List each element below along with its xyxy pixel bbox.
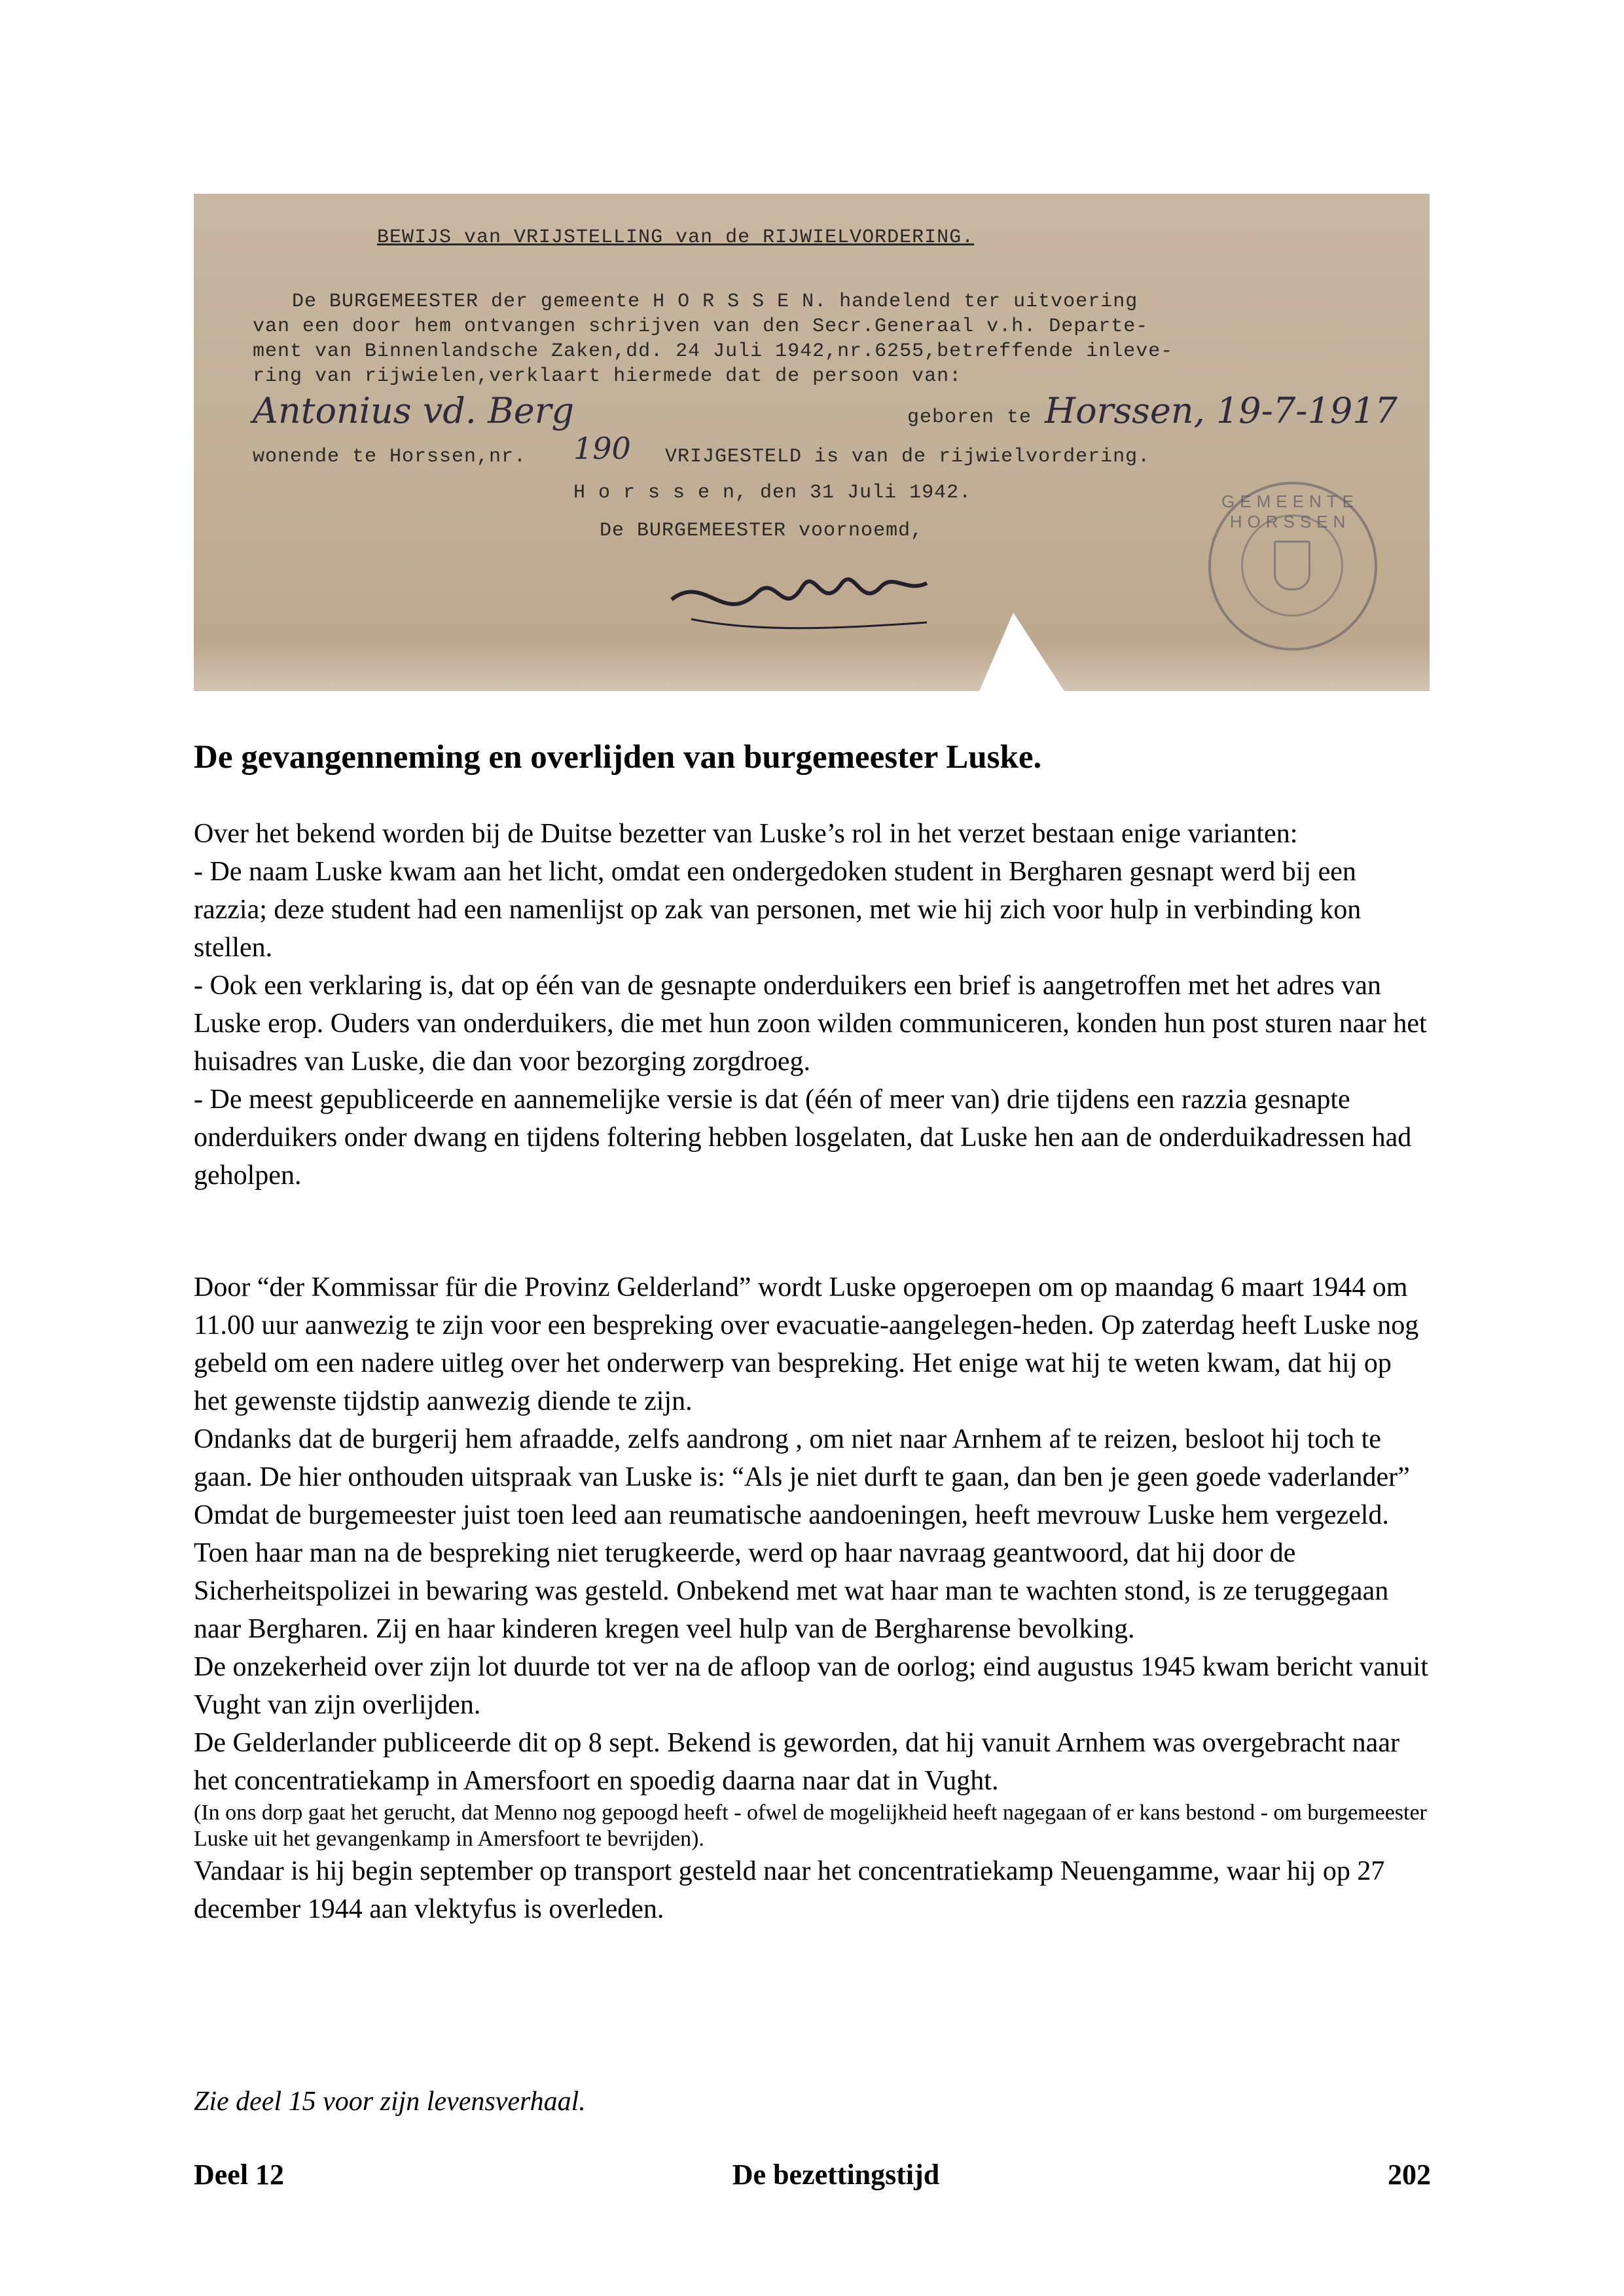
- paragraph: Ondanks dat de burgerij hem afraadde, zelfs aandrong , om niet naar Arnhem af te reizen, besloot hij toch te gaan. De hier onthouden uitspraak van Luske is: “Als je niet durft te gaan, dan ben je geen goede vaderlander”: [194, 1424, 1410, 1492]
- reference-note: Zie deel 15 voor zijn levensverhaal.: [194, 2087, 586, 2117]
- stamp-text: GEMEENTE HORSSEN: [1221, 492, 1359, 531]
- paragraph: De onzekerheid over zijn lot duurde tot ver na de afloop van de oorlog; eind augustus 1945 kwam bericht vanuit Vught van zijn overlijden.: [194, 1652, 1428, 1720]
- paragraph: De Gelderlander publiceerde dit op 8 sept. Bekend is geworden, dat hij vanuit Arnhem was overgebracht naar het concentratiekamp in Amersfoort en spoedig daarna naar dat in Vught.: [194, 1728, 1399, 1796]
- handwritten-house-number: 190: [573, 431, 631, 466]
- historical-document-photo: [194, 194, 1430, 691]
- signature: [665, 547, 940, 645]
- page-number: 202: [1388, 2159, 1431, 2191]
- paragraph: - De naam Luske kwam aan het licht, omdat een ondergedoken student in Bergharen gesnapt werd bij een razzia; deze student had een namenlijst op zak van personen, met wie hij zich voor hulp in verbinding kon stellen.: [194, 857, 1362, 963]
- doc-line: VRIJGESTELD is van de rijwielvordering.: [665, 446, 1151, 468]
- handwritten-birth: Horssen, 19-7-1917: [1045, 390, 1398, 431]
- doc-line: wonende te Horssen,nr.: [253, 446, 527, 468]
- doc-title: BEWIJS van VRIJSTELLING van de RIJWIELVORDERING.: [377, 226, 975, 249]
- paragraph-variants: [194, 815, 1431, 1194]
- paragraph: Over het bekend worden bij de Duitse bezetter van Luske’s rol in het verzet bestaan enige varianten:: [194, 819, 1298, 849]
- page-footer: [194, 2158, 1431, 2191]
- paragraph: - Ook een verklaring is, dat op één van de gesnapte onderduikers een brief is aangetroffen met het adres van Luske erop. Ouders van onderduikers, die met hun zoon wilden communiceren, konden hun post sturen naar het huisadres van Luske, die dan voor bezorging zorgdroeg.: [194, 971, 1427, 1077]
- doc-line: ring van rijwielen,verklaart hiermede dat de persoon van:: [253, 365, 962, 387]
- paragraph: Omdat de burgemeester juist toen leed aan reumatische aandoeningen, heeft mevrouw Luske hem vergezeld. Toen haar man na de bespreking niet terugkeerde, werd op haar navraag geantwoord, dat hij door de Sicherheitspolizei in bewaring was gesteld. Onbekend met wat haar man te wachten stond, is ze teruggegaan naar Bergharen. Zij en haar kinderen kregen veel hulp van de Bergharense bevolking.: [194, 1500, 1389, 1644]
- doc-line: ment van Binnenlandsche Zaken,dd. 24 Juli 1942,nr.6255,betreffende inleve-: [253, 340, 1174, 363]
- coat-of-arms-icon: [1274, 541, 1310, 590]
- doc-line: H o r s s e n, den 31 Juli 1942.: [573, 482, 972, 504]
- footer-title: De bezettingstijd: [732, 2159, 940, 2191]
- paragraph-arrest: [194, 1268, 1431, 1928]
- section-heading: De gevangenneming en overlijden van burgemeester Luske.: [194, 739, 1042, 776]
- paragraph: - De meest gepubliceerde en aannemelijke versie is dat (één of meer van) drie tijdens een razzia gesnapte onderduikers onder dwang en tijdens foltering hebben losgelaten, dat Luske hen aan de onderduikadressen had geholpen.: [194, 1085, 1412, 1191]
- paper-fold: [194, 645, 1430, 691]
- doc-line: van een door hem ontvangen schrijven van den Secr.Generaal v.h. Departe-: [253, 315, 1149, 338]
- doc-line: De BURGEMEESTER voornoemd,: [600, 520, 924, 542]
- doc-line: De BURGEMEESTER der gemeente H O R S S E N. handelend ter uitvoering: [292, 291, 1138, 313]
- small-note: (In ons dorp gaat het gerucht, dat Menno nog gepoogd heeft - ofwel de mogelijkheid heeft nagegaan of er kans bestond - om burgemeester Luske uit het gevangenkamp in Amersfoort te bevrijden).: [194, 1801, 1427, 1851]
- paragraph: Door “der Kommissar für die Provinz Gelderland” wordt Luske opgeroepen om op maandag 6 maart 1944 om 11.00 uur aanwezig te zijn voor een bespreking over evacuatie-aangelegen-heden. Op zaterdag heeft Luske nog gebeld om een nadere uitleg over het onderwerp van bespreking. Het enige wat hij te weten kwam, dat hij op het gewenste tijdstip aanwezig diende te zijn.: [194, 1272, 1419, 1416]
- doc-line: geboren te: [907, 406, 1032, 429]
- handwritten-name: Antonius vd. Berg: [253, 390, 575, 431]
- footer-part: Deel 12: [194, 2159, 285, 2191]
- paragraph: Vandaar is hij begin september op transport gesteld naar het concentratiekamp Neuengamme, waar hij op 27 december 1944 aan vlektyfus is overleden.: [194, 1856, 1385, 1924]
